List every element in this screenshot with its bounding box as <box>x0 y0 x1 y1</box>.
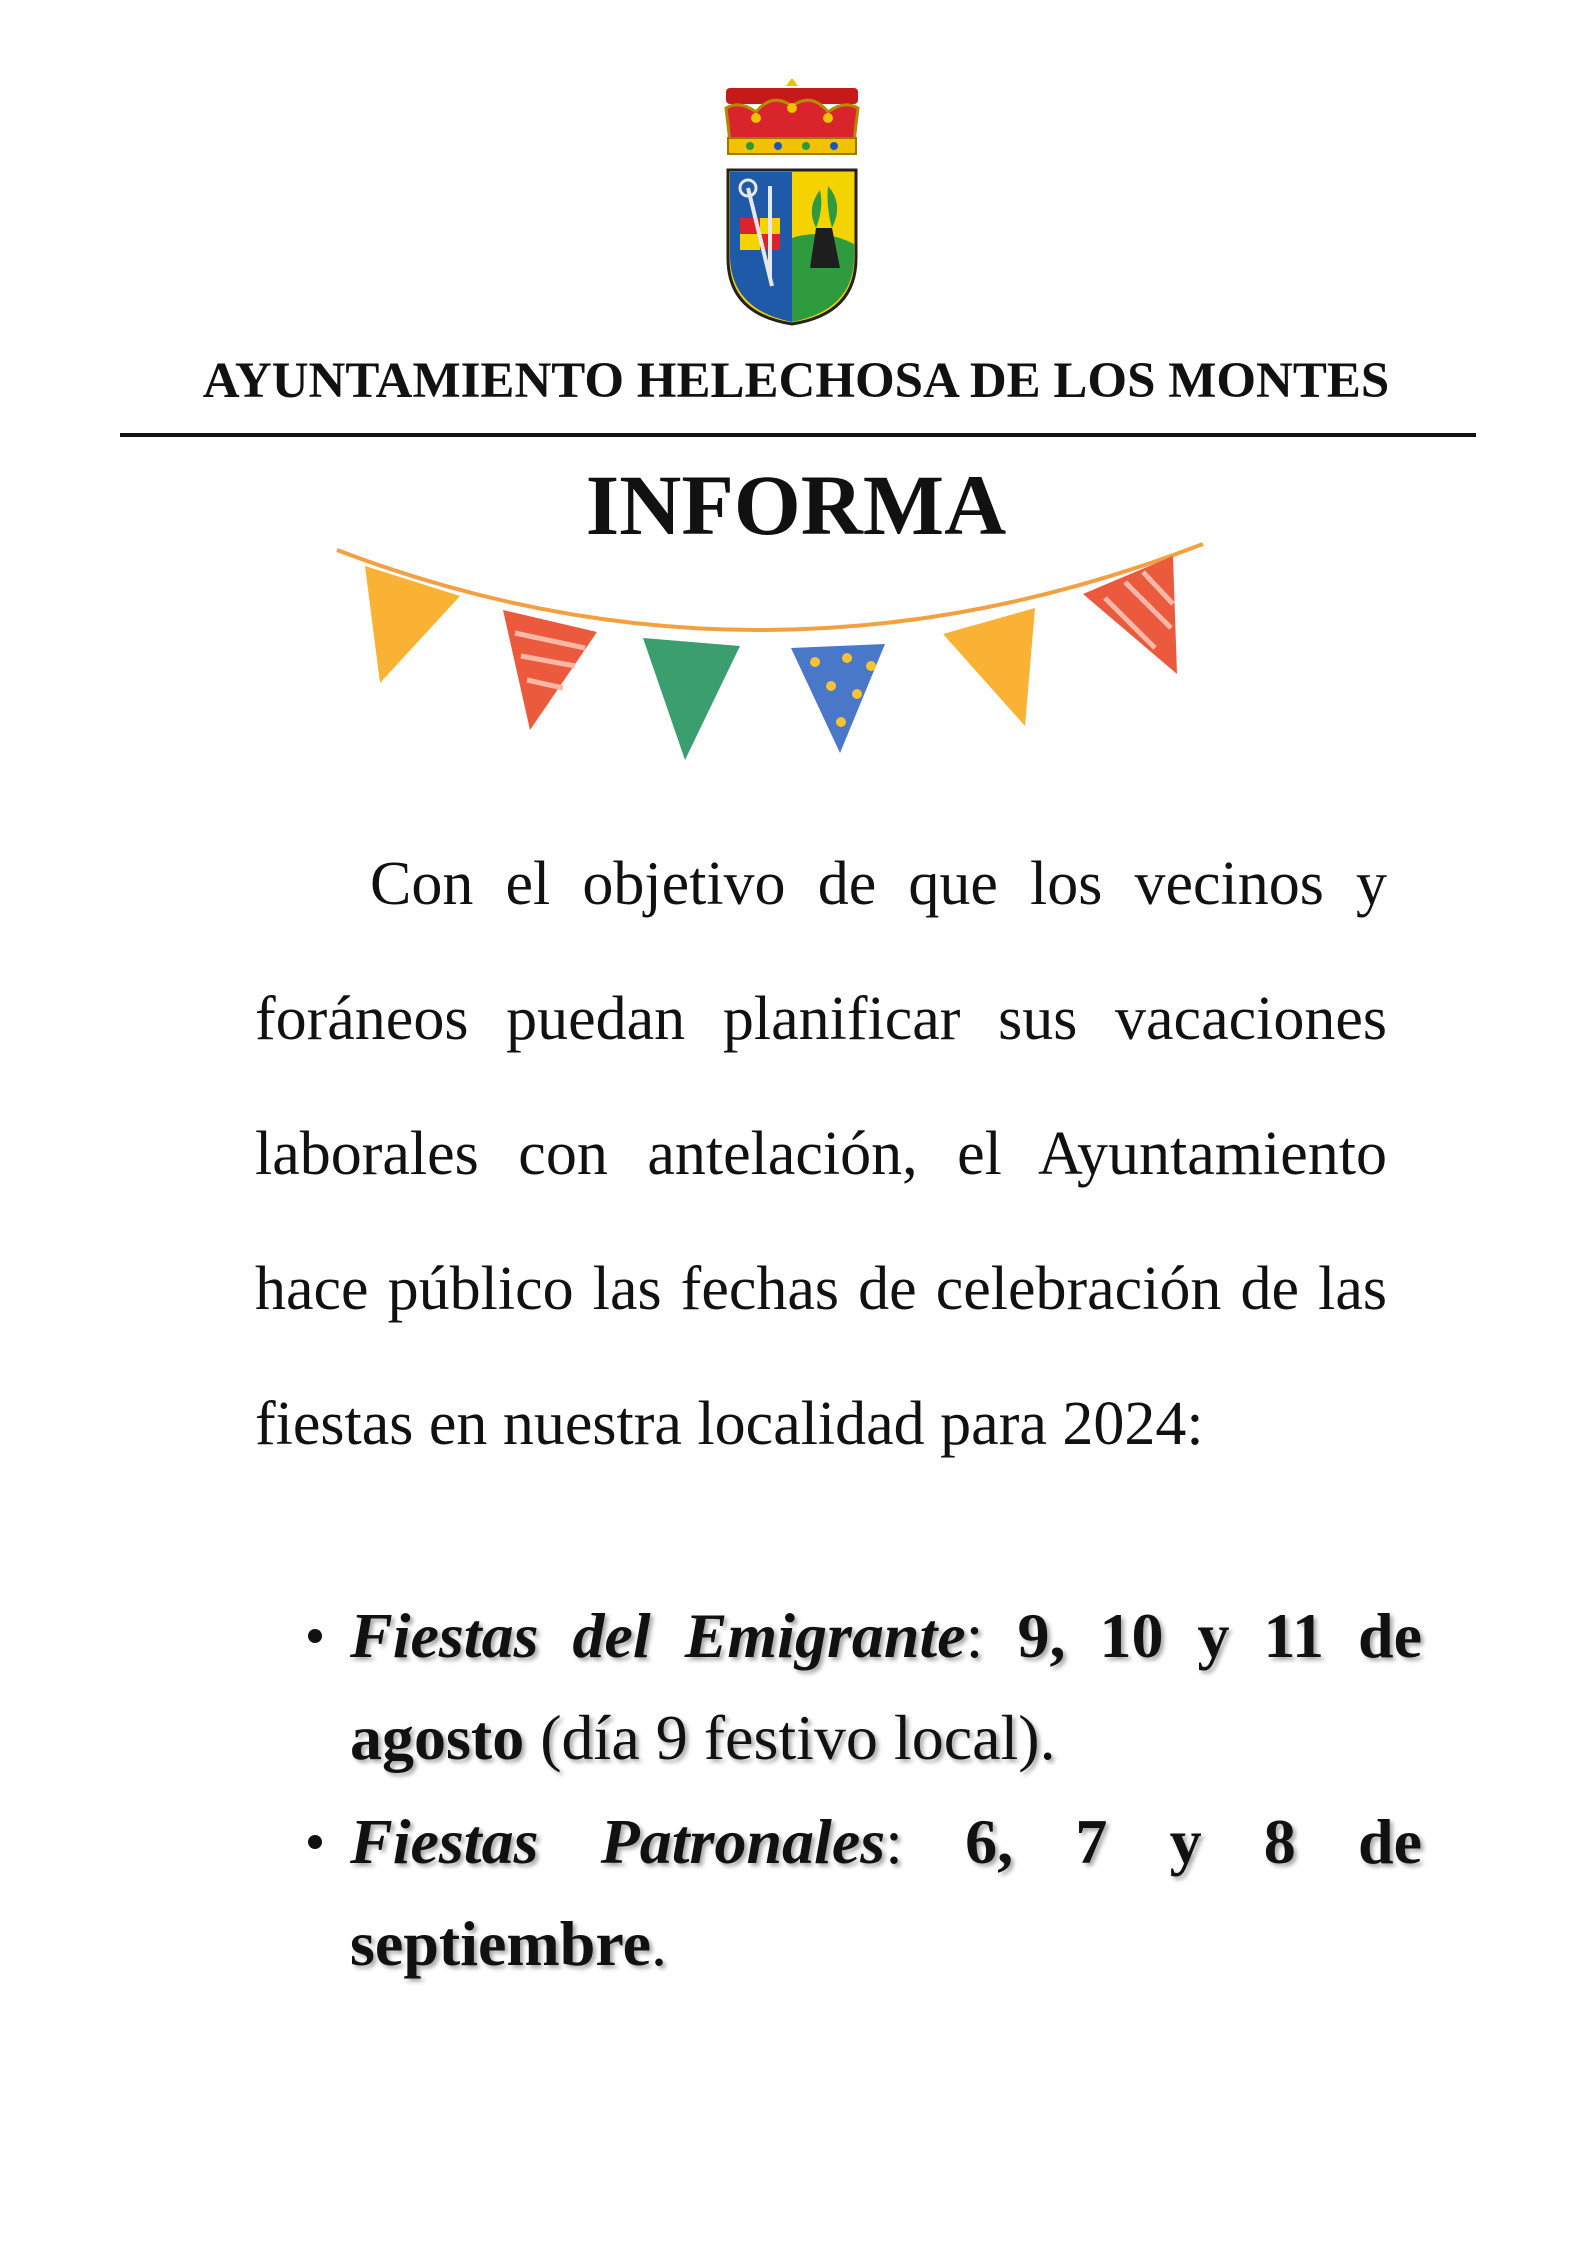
festival-separator: : <box>885 1806 966 1877</box>
list-item <box>350 1585 1422 1789</box>
coat-of-arms-icon <box>720 78 864 328</box>
organization-title: AYUNTAMIENTO HELECHOSA DE LOS MONTES <box>202 353 1390 409</box>
bullet-icon <box>308 1835 322 1849</box>
festival-note: (día 9 festivo local). <box>524 1702 1056 1773</box>
festival-dates: 6, 7 y 8 de septiembre <box>350 1806 1423 1979</box>
festival-name: Fiestas Patronales <box>350 1806 886 1877</box>
festival-name: Fiestas del Emigrante <box>350 1600 966 1671</box>
list-item <box>350 1791 1422 1995</box>
festival-separator: : <box>965 1600 1018 1671</box>
festival-note: . <box>650 1908 667 1979</box>
festival-dates: 9, 10 y 11 de agosto <box>350 1600 1423 1773</box>
party-bunting-icon <box>335 538 1205 768</box>
festival-list <box>300 1585 1422 1997</box>
body-paragraph: Con el objetivo de que los vecinos y foráneos puedan planificar sus vacaciones laborales con antelación, el Ayuntamiento hace público las fechas de celebración de las fiestas en nuestra localidad para 2024: <box>255 850 1387 1458</box>
headline: INFORMA <box>585 457 1007 553</box>
bullet-icon <box>308 1629 322 1643</box>
header-divider <box>120 433 1476 437</box>
